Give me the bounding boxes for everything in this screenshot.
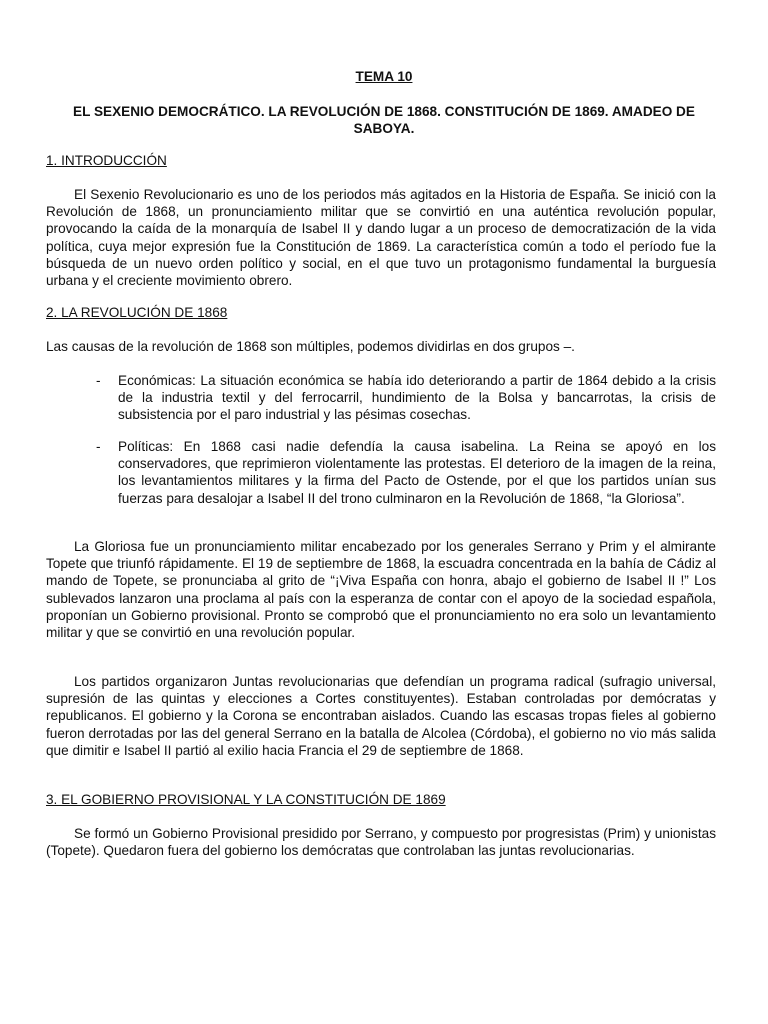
section-heading-introduccion: 1. INTRODUCCIÓN: [46, 153, 167, 168]
section-heading-revolucion: 2. LA REVOLUCIÓN DE 1868: [46, 305, 228, 320]
paragraph-juntas: Los partidos organizaron Juntas revolucionarias que defendían un programa radical (sufragio universal, supresión de las quintas y elecciones a Cortes constituyentes). Estaban controladas por demócratas y republicanos. El gobierno y la Corona se encontraban aislados. Cuando las escasas tropas fieles al gobierno fueron derrotadas por las del general Serrano en la batalla de Alcolea (Córdoba), el gobierno no vio más salida que dimitir e Isabel II partió al exilio hacia Francia el 29 de septiembre de 1868.: [46, 674, 716, 758]
list-item-text: Políticas: En 1868 casi nadie defendía la causa isabelina. La Reina se apoyó en los conservadores, que reprimieron violentamente las protestas. El deterioro de la imagen de la reina, los levantamientos militares y la firma del Pacto de Ostende, por el que los partidos unían sus fuerzas para desalojar a Isabel II del trono culminaron en la Revolución de 1868, “la Gloriosa”.: [118, 439, 716, 506]
list-item-text: Económicas: La situación económica se había ido deteriorando a partir de 1864 debido a la crisis de la industria textil y del ferrocarril, hundimiento de la Bolsa y bancarrotas, la crisis de subsistencia por el paro industrial y las pésimas cosechas.: [118, 373, 716, 423]
bullet-dash: -: [96, 373, 101, 388]
paragraph-introduccion: El Sexenio Revolucionario es uno de los periodos más agitados en la Historia de España. Se inició con la Revolución de 1868, un pronunciamiento militar que se convirtió en una auténtica revolución popular, provocando la caída de la monarquía de Isabel II y dando lugar a un proceso de democratización de la vida política, cuya mejor expresión fue la Constitución de 1869. La característica común a todo el período fue la búsqueda de un nuevo orden político y social, en el que tuvo un protagonismo fundamental la burguesía urbana y el creciente movimiento obrero.: [46, 187, 716, 289]
paragraph-causas-intro: Las causas de la revolución de 1868 son múltiples, podemos dividirlas en dos grupos –.: [46, 339, 575, 354]
page-subtitle: EL SEXENIO DEMOCRÁTICO. LA REVOLUCIÓN DE 1868. CONSTITUCIÓN DE 1869. AMADEO DE SABOYA.: [73, 104, 695, 136]
bullet-dash: -: [96, 439, 101, 454]
section-heading-gobierno-provisional: 3. EL GOBIERNO PROVISIONAL Y LA CONSTITUCIÓN DE 1869: [46, 792, 446, 807]
paragraph-la-gloriosa: La Gloriosa fue un pronunciamiento militar encabezado por los generales Serrano y Prim y el almirante Topete que triunfó rápidamente. El 19 de septiembre de 1868, la escuadra concentrada en la bahía de Cádiz al mando de Topete, se pronunciaba al grito de “¡Viva España con honra, abajo el gobierno de Isabel II !” Los sublevados lanzaron una proclama al país con la esperanza de contar con el apoyo de la sociedad española, proponían un Gobierno provisional. Pronto se comprobó que el pronunciamiento no era solo un levantamiento militar y que se convirtió en una revolución popular.: [46, 539, 716, 641]
paragraph-gobierno-provisional: Se formó un Gobierno Provisional presidido por Serrano, y compuesto por progresistas (Prim) y unionistas (Topete). Quedaron fuera del gobierno los demócratas que controlaban las juntas revolucionarias.: [46, 826, 716, 859]
list-item-politicas: [96, 438, 716, 507]
list-item-economicas: [96, 372, 716, 424]
page-title: TEMA 10: [355, 69, 413, 84]
